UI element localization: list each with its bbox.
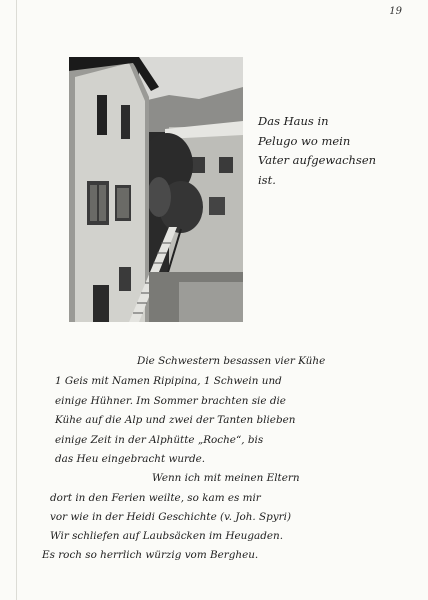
body-line: Die Schwestern besassen vier Kühe — [137, 355, 326, 367]
body-line: einige Hühner. Im Sommer brachten sie die — [55, 395, 286, 407]
body-line: dort in den Ferien weilte, so kam es mir — [50, 492, 261, 504]
body-line: einige Zeit in der Alphütte „Roche“, bis — [55, 434, 264, 446]
body-line: Wenn ich mit meinen Eltern — [152, 472, 300, 484]
body-line: Es roch so herrlich würzig vom Bergheu. — [42, 549, 259, 561]
house-photo-drawing — [69, 57, 243, 322]
body-line: das Heu eingebracht wurde. — [55, 453, 206, 465]
page-number: 19 — [389, 6, 402, 17]
body-line: Wir schliefen auf Laubsäcken im Heugaden. — [50, 530, 284, 542]
caption-line: ist. — [258, 172, 276, 187]
caption-line: Pelugo wo mein — [258, 133, 351, 148]
body-line: vor wie in der Heidi Geschichte (v. Joh. Spyri) — [50, 511, 292, 523]
caption-line: Vater aufgewachsen — [258, 153, 377, 167]
page-binding-edge — [16, 0, 17, 600]
photo-caption — [258, 112, 408, 190]
body-line: Kühe auf die Alp und zwei der Tanten blieben — [55, 414, 296, 426]
body-line: 1 Geis mit Namen Ripipina, 1 Schwein und — [55, 375, 282, 387]
caption-line: Das Haus in — [258, 114, 329, 128]
house-photograph — [69, 57, 243, 322]
